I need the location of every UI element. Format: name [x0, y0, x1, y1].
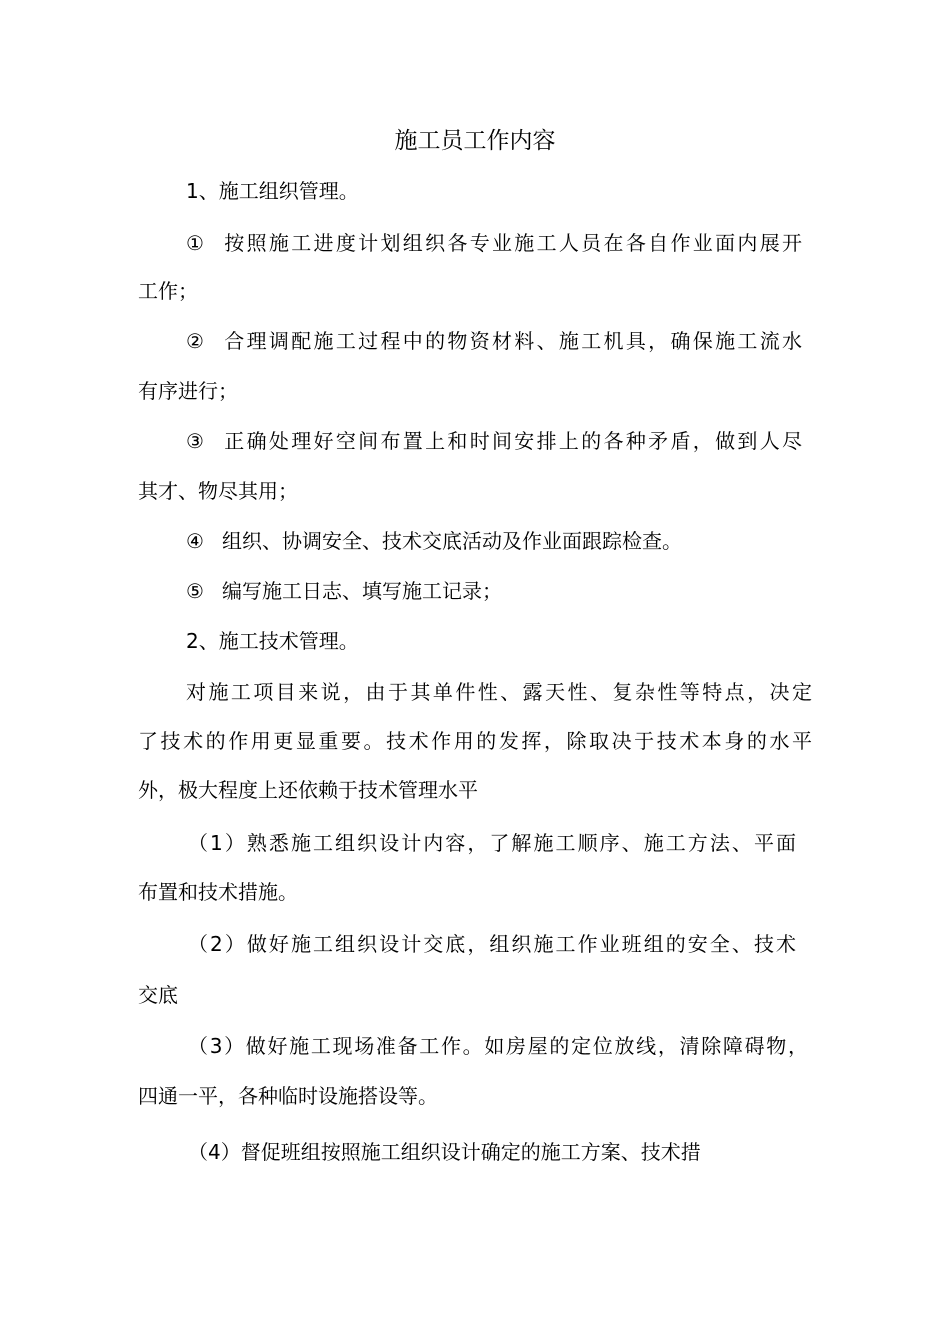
section-2-item-1-line-2: 布置和技术措施。	[138, 880, 298, 904]
item-marker: ⑤	[186, 579, 204, 603]
section-2-item-1-line-1: （1）熟悉施工组织设计内容，了解施工顺序、施工方法、平面	[188, 831, 796, 855]
section-2-item-3-line-1: （3）做好施工现场准备工作。如房屋的定位放线，清除障碍物，	[188, 1034, 808, 1058]
item-marker: ④	[186, 529, 204, 553]
section-2-heading: 2、施工技术管理。	[186, 629, 359, 653]
section-2-intro-line-1: 对施工项目来说，由于其单件性、露天性、复杂性等特点，决定	[186, 680, 812, 704]
section-1-item-4-line-1	[186, 526, 682, 556]
section-2-intro-line-2: 了技术的作用更显重要。技术作用的发挥，除取决于技术本身的水平	[138, 729, 812, 753]
item-text: 编写施工日志、填写施工记录；	[222, 579, 502, 603]
section-1-item-3-line-2: 其才、物尽其用；	[138, 479, 298, 503]
section-1-item-5-line-1	[186, 576, 502, 606]
item-marker: ②	[186, 329, 204, 353]
section-1-heading: 1、施工组织管理。	[186, 179, 359, 203]
section-2-intro-line-3: 外，极大程度上还依赖于技术管理水平	[138, 778, 478, 802]
page-title: 施工员工作内容	[394, 128, 556, 154]
item-text: 组织、协调安全、技术交底活动及作业面跟踪检查。	[222, 529, 682, 553]
item-text: 合理调配施工过程中的物资材料、施工机具，确保施工流水	[222, 329, 802, 353]
item-marker: ③	[186, 429, 204, 453]
item-text: 按照施工进度计划组织各专业施工人员在各自作业面内展开	[222, 231, 802, 255]
section-2-item-4-line-1: （4）督促班组按照施工组织设计确定的施工方案、技术措	[188, 1140, 701, 1164]
item-marker: ①	[186, 231, 204, 255]
section-1-item-1-line-2: 工作；	[138, 279, 198, 303]
section-2-item-2-line-2: 交底	[138, 983, 178, 1007]
section-2-item-3-line-2: 四通一平，各种临时设施搭设等。	[138, 1084, 438, 1108]
section-1-item-2-line-1	[186, 326, 802, 356]
section-2-item-2-line-1: （2）做好施工组织设计交底，组织施工作业班组的安全、技术	[188, 932, 796, 956]
section-1-item-1-line-1	[186, 228, 802, 258]
section-1-item-3-line-1	[186, 426, 802, 456]
section-1-item-2-line-2: 有序进行；	[138, 379, 238, 403]
item-text: 正确处理好空间布置上和时间安排上的各种矛盾，做到人尽	[222, 429, 802, 453]
